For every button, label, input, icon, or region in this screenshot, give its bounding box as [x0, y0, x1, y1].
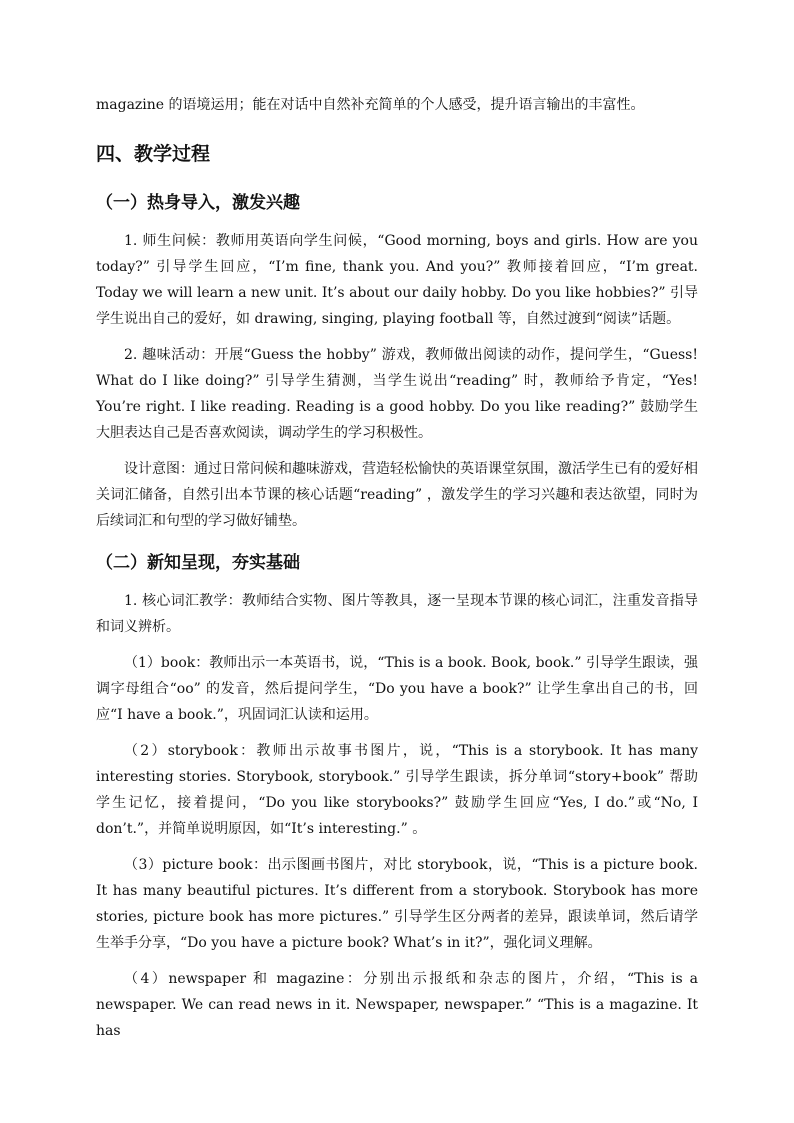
paragraph-greeting: 1. 师生问候：教师用英语向学生问候，“Good morning, boys and girls. How are you today?” 引导学生回应，“I’m fine, thank you. And you?” 教师接着回应，“I’m great. Today we will learn a new unit. It’s about our daily hobby. Do you like hobbies?” 引导学生说出自己的爱好，如 drawing, singing, playing football 等，自然过渡到“阅读”话题。: [96, 233, 698, 327]
intro-continuation: magazine 的语境运用；能在对话中自然补充简单的个人感受，提升语言输出的丰富性。: [96, 97, 645, 113]
paragraph-design-intent: 设计意图：通过日常问候和趣味游戏，营造轻松愉快的英语课堂氛围，激活学生已有的爱好相关词汇储备，自然引出本节课的核心话题“reading” ，激发学生的学习兴趣和表达欲望，同时为后续词汇和句型的学习做好铺垫。: [96, 461, 698, 529]
paragraph-game-activity: 2. 趣味活动：开展“Guess the hobby” 游戏，教师做出阅读的动作，提问学生，“Guess! What do I like doing?” 引导学生猜测，当学生说出“reading” 时，教师给予肯定，“Yes! You’re right. I like reading. Reading is a good hobby. Do you like reading?” 鼓励学生大胆表达自己是否喜欢阅读，调动学生的学习积极性。: [96, 347, 698, 441]
paragraph-book: （1）book：教师出示一本英语书，说，“This is a book. Book, book.” 引导学生跟读，强调字母组合“oo” 的发音，然后提问学生，“Do you have a book?” 让学生拿出自己的书，回应“I have a book.”，巩固词汇认读和运用。: [96, 655, 698, 723]
paragraph-picture-book: （3）picture book：出示图画书图片，对比 storybook，说，“This is a picture book. It has many beautiful pictures. It’s different from a storybook. Storybook has more stories, picture book has more pictures.” 引导学生区分两者的差异，跟读单词，然后请学生举手分享，“Do you have a picture book? What’s in it?”，强化词义理解。: [96, 857, 698, 951]
subheading-new-knowledge: （二）新知呈现，夯实基础: [96, 553, 300, 573]
paragraph-storybook: （2）storybook：教师出示故事书图片，说，“This is a storybook. It has many interesting stories. Storybook, storybook.” 引导学生跟读，拆分单词“story+book” 帮助学生记忆，接着提问，“Do you like storybooks?” 鼓励学生回应“Yes, I do.”或“No, I don’t.”，并简单说明原因，如“It’s interesting.” 。: [96, 743, 698, 837]
paragraph-vocabulary-teaching: 1. 核心词汇教学：教师结合实物、图片等教具，逐一呈现本节课的核心词汇，注重发音指导和词义辨析。: [96, 593, 698, 635]
paragraph-newspaper-magazine: （4）newspaper 和 magazine：分别出示报纸和杂志的图片，介绍，“This is a newspaper. We can read news in it. Newspaper, newspaper.” “This is a magazine. It has: [96, 971, 698, 1039]
section-heading-teaching-process: 四、教学过程: [96, 143, 211, 165]
page-content: [96, 92, 698, 1044]
subheading-warm-up: （一）热身导入，激发兴趣: [96, 193, 300, 213]
